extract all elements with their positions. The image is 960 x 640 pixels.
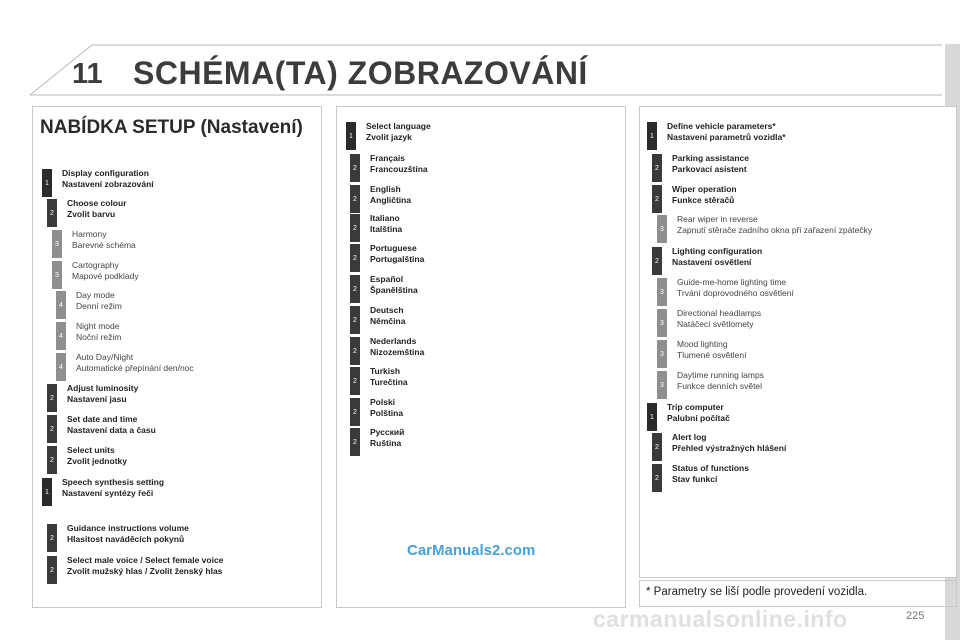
menu-item-label-cz: Funkce stěračů bbox=[672, 194, 735, 205]
menu-item-label-cz: Nastavení parametrů vozidla* bbox=[667, 131, 786, 142]
level-marker: 2 bbox=[652, 464, 662, 492]
menu-item-label-cz: Italština bbox=[370, 223, 403, 234]
menu-item-text bbox=[370, 366, 408, 387]
menu-item-text bbox=[67, 198, 127, 219]
level-marker: 1 bbox=[42, 169, 52, 197]
menu-item-label-en: Harmony bbox=[72, 229, 107, 239]
menu-item-label-cz: Zvolit jazyk bbox=[366, 131, 412, 142]
menu-item-label-cz: Hlasitost naváděcích pokynů bbox=[67, 533, 185, 544]
level-marker: 1 bbox=[647, 403, 657, 431]
menu-item-label-en: Define vehicle parameters* bbox=[667, 121, 776, 131]
level-marker: 2 bbox=[47, 556, 57, 584]
menu-item-text bbox=[677, 277, 794, 298]
level-marker: 2 bbox=[47, 199, 57, 227]
level-marker: 2 bbox=[350, 367, 360, 395]
menu-item-label-cz: Nastavení osvětlení bbox=[672, 256, 752, 267]
menu-item-label-cz: Portugalština bbox=[370, 253, 425, 264]
menu-item-text bbox=[667, 402, 730, 423]
menu-item-label-cz: Ruština bbox=[370, 437, 402, 448]
menu-item-text bbox=[677, 339, 746, 360]
menu-item-label-cz: Palubní počítač bbox=[667, 412, 730, 423]
menu-item-text bbox=[366, 121, 431, 142]
menu-item-label-en: Set date and time bbox=[67, 414, 138, 424]
menu-item-label-cz: Zvolit barvu bbox=[67, 208, 116, 219]
menu-item-label-cz: Polština bbox=[370, 407, 404, 418]
menu-item-text bbox=[76, 352, 194, 373]
section-title: NABÍDKA SETUP (Nastavení) bbox=[40, 117, 303, 138]
menu-item-text bbox=[370, 305, 405, 326]
menu-item-text bbox=[672, 432, 786, 453]
menu-item-text bbox=[677, 214, 872, 235]
menu-item-label-cz: Funkce denních světel bbox=[677, 380, 763, 391]
footnote-text: * Parametry se liší podle provedení vozidla. bbox=[646, 586, 868, 598]
menu-item-text bbox=[62, 168, 154, 189]
menu-item-label-cz: Denní režim bbox=[76, 300, 122, 311]
menu-item-text bbox=[67, 445, 127, 466]
level-marker: 2 bbox=[350, 185, 360, 213]
menu-item-text bbox=[370, 184, 411, 205]
level-marker: 2 bbox=[350, 244, 360, 272]
chapter-number: 11 bbox=[72, 58, 103, 90]
level-marker: 2 bbox=[47, 384, 57, 412]
panel-middle bbox=[336, 106, 626, 608]
menu-item-label-en: Portuguese bbox=[370, 243, 417, 253]
menu-item-text bbox=[667, 121, 786, 142]
menu-item-label-en: Directional headlamps bbox=[677, 308, 762, 318]
menu-item-label-en: Select language bbox=[366, 121, 431, 131]
page-header bbox=[0, 0, 960, 104]
menu-item-label-cz: Francouzština bbox=[370, 163, 428, 174]
menu-item-label-cz: Noční režim bbox=[76, 331, 122, 342]
level-marker: 3 bbox=[52, 261, 62, 289]
menu-item-label-en: Turkish bbox=[370, 366, 401, 376]
menu-item-text bbox=[67, 555, 223, 576]
menu-item-label-en: Select male voice / Select female voice bbox=[67, 555, 224, 565]
menu-item-label-en: Mood lighting bbox=[677, 339, 728, 349]
level-marker: 2 bbox=[350, 275, 360, 303]
menu-item-label-cz: Stav funkcí bbox=[672, 473, 718, 484]
menu-item-label-en: Parking assistance bbox=[672, 153, 750, 163]
menu-item-label-en: Français bbox=[370, 153, 405, 163]
level-marker: 2 bbox=[350, 337, 360, 365]
level-marker: 2 bbox=[47, 415, 57, 443]
menu-item-label-cz: Nastavení zobrazování bbox=[62, 178, 154, 189]
menu-item-label-cz: Zvolit jednotky bbox=[67, 455, 127, 466]
menu-item-label-en: Nederlands bbox=[370, 336, 417, 346]
menu-item-label-en: Night mode bbox=[76, 321, 120, 331]
level-marker: 3 bbox=[657, 371, 667, 399]
menu-item-text bbox=[672, 184, 737, 205]
menu-item-label-en: Polski bbox=[370, 397, 396, 407]
footer-watermark: carmanualsonline.info bbox=[593, 606, 848, 632]
level-marker: 2 bbox=[350, 154, 360, 182]
menu-item-text bbox=[62, 477, 164, 498]
menu-item-label-en: Display configuration bbox=[62, 168, 149, 178]
menu-item-label-en: Guide-me-home lighting time bbox=[677, 277, 787, 287]
menu-item-label-cz: Španělština bbox=[370, 284, 418, 295]
menu-item-label-en: Daytime running lamps bbox=[677, 370, 764, 380]
menu-item-label-cz: Nastavení jasu bbox=[67, 393, 127, 404]
level-marker: 1 bbox=[346, 122, 356, 150]
menu-item-label-cz: Nastavení syntézy řeči bbox=[62, 487, 154, 498]
menu-item-label-en: Cartography bbox=[72, 260, 119, 270]
menu-item-text bbox=[76, 321, 121, 342]
menu-item-text bbox=[370, 243, 424, 264]
menu-item-label-en: Italiano bbox=[370, 213, 400, 223]
level-marker: 2 bbox=[47, 446, 57, 474]
menu-item-label-en: Auto Day/Night bbox=[76, 352, 134, 362]
menu-item-text bbox=[370, 397, 403, 418]
menu-item-label-cz: Přehled výstražných hlášení bbox=[672, 442, 787, 453]
menu-item-label-en: Choose colour bbox=[67, 198, 127, 208]
menu-item-text bbox=[370, 336, 424, 357]
level-marker: 2 bbox=[652, 154, 662, 182]
level-marker: 2 bbox=[47, 524, 57, 552]
menu-item-label-en: Deutsch bbox=[370, 305, 404, 315]
menu-item-text bbox=[370, 427, 404, 448]
menu-item-label-en: Rear wiper in reverse bbox=[677, 214, 758, 224]
menu-item-label-en: Alert log bbox=[672, 432, 707, 442]
menu-item-label-en: English bbox=[370, 184, 401, 194]
menu-item-text bbox=[76, 290, 122, 311]
menu-item-label-cz: Zvolit mužský hlas / Zvolit ženský hlas bbox=[67, 565, 223, 576]
menu-item-text bbox=[672, 463, 749, 484]
menu-item-text bbox=[370, 274, 418, 295]
menu-item-label-cz: Němčina bbox=[370, 315, 406, 326]
level-marker: 2 bbox=[350, 306, 360, 334]
menu-item-text bbox=[72, 260, 139, 281]
menu-item-label-en: Lighting configuration bbox=[672, 246, 763, 256]
menu-item-text bbox=[672, 153, 749, 174]
menu-item-text bbox=[72, 229, 136, 250]
menu-item-label-cz: Tlumené osvětlení bbox=[677, 349, 747, 360]
menu-item-label-en: Español bbox=[370, 274, 404, 284]
menu-item-label-en: Trip computer bbox=[667, 402, 724, 412]
menu-item-text bbox=[370, 153, 428, 174]
level-marker: 1 bbox=[647, 122, 657, 150]
page-number: 225 bbox=[906, 610, 925, 622]
footnote-box bbox=[639, 580, 957, 607]
menu-item-text bbox=[67, 523, 189, 544]
level-marker: 2 bbox=[652, 185, 662, 213]
menu-item-label-cz: Trvání doprovodného osvětlení bbox=[677, 287, 794, 298]
menu-item-label-cz: Parkovací asistent bbox=[672, 163, 747, 174]
level-marker: 3 bbox=[657, 215, 667, 243]
level-marker: 3 bbox=[657, 278, 667, 306]
menu-item-text bbox=[67, 383, 138, 404]
level-marker: 2 bbox=[652, 433, 662, 461]
menu-item-label-en: Day mode bbox=[76, 290, 115, 300]
menu-item-label-en: Adjust luminosity bbox=[67, 383, 139, 393]
level-marker: 2 bbox=[350, 214, 360, 242]
menu-item-text bbox=[370, 213, 402, 234]
menu-item-label-en: Русский bbox=[370, 427, 405, 437]
page-title: SCHÉMA(TA) ZOBRAZOVÁNÍ bbox=[133, 55, 588, 91]
level-marker: 4 bbox=[56, 322, 66, 350]
menu-item-text bbox=[67, 414, 156, 435]
level-marker: 2 bbox=[652, 247, 662, 275]
menu-item-label-en: Wiper operation bbox=[672, 184, 737, 194]
level-marker: 2 bbox=[350, 428, 360, 456]
menu-item-label-en: Status of functions bbox=[672, 463, 749, 473]
menu-item-label-cz: Turečtina bbox=[370, 376, 408, 387]
level-marker: 2 bbox=[350, 398, 360, 426]
level-marker: 4 bbox=[56, 353, 66, 381]
menu-item-label-cz: Automatické přepínání den/noc bbox=[76, 362, 194, 373]
menu-item-text bbox=[677, 370, 764, 391]
level-marker: 4 bbox=[56, 291, 66, 319]
watermark: CarManuals2.com bbox=[407, 542, 536, 559]
level-marker: 3 bbox=[657, 309, 667, 337]
menu-item-label-cz: Nizozemština bbox=[370, 346, 425, 357]
level-marker: 3 bbox=[657, 340, 667, 368]
menu-item-label-cz: Natáčecí světlomety bbox=[677, 318, 754, 329]
menu-item-label-en: Guidance instructions volume bbox=[67, 523, 189, 533]
menu-item-label-en: Speech synthesis setting bbox=[62, 477, 165, 487]
menu-item-label-cz: Zapnutí stěrače zadního okna při zařazení zpátečky bbox=[677, 224, 873, 235]
menu-item-label-cz: Nastavení data a času bbox=[67, 424, 156, 435]
menu-item-text bbox=[672, 246, 762, 267]
level-marker: 1 bbox=[42, 478, 52, 506]
menu-item-text bbox=[677, 308, 761, 329]
menu-item-label-cz: Angličtina bbox=[370, 194, 412, 205]
menu-item-label-en: Select units bbox=[67, 445, 115, 455]
level-marker: 3 bbox=[52, 230, 62, 258]
menu-item-label-cz: Mapové podklady bbox=[72, 270, 139, 281]
menu-item-label-cz: Barevné schéma bbox=[72, 239, 136, 250]
